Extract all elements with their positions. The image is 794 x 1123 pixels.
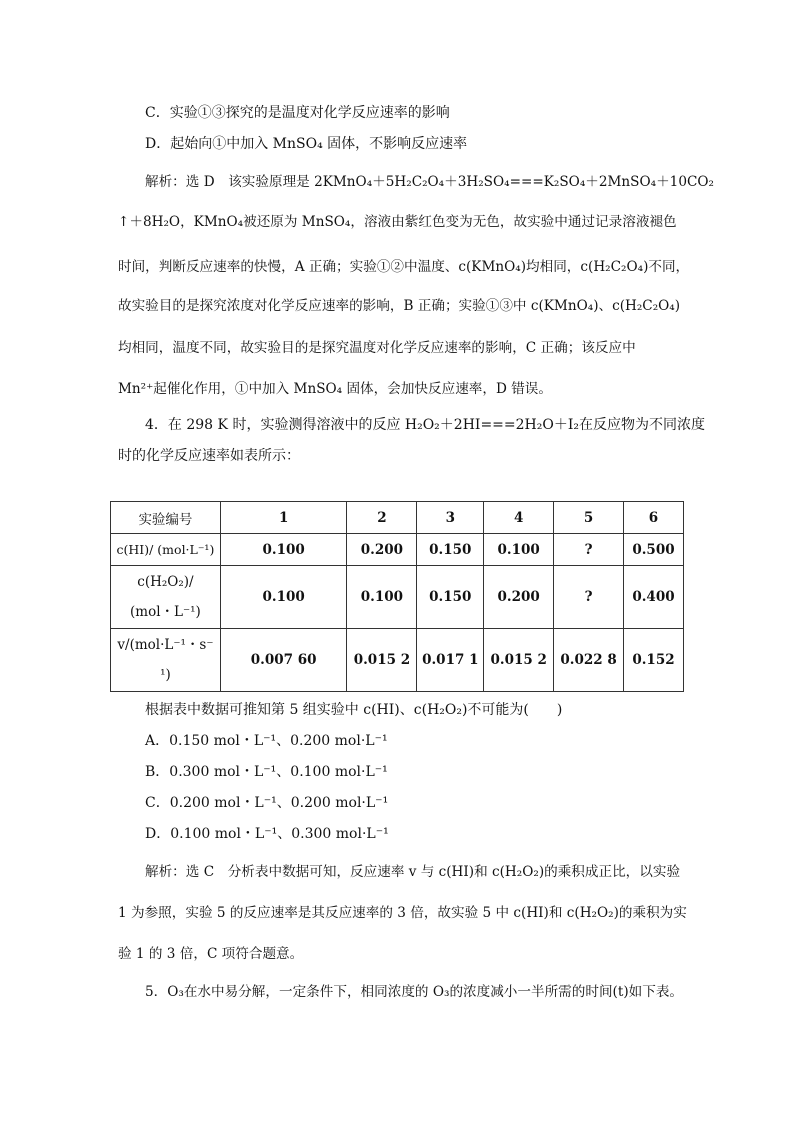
- table-col-header: 5: [554, 502, 624, 534]
- table-cell: 0.100: [484, 534, 554, 566]
- explanation-line-1: 解析：选 D 该实验原理是 2KMnO₄＋5H₂C₂O₄＋3H₂SO₄===K₂SO₄＋2MnSO₄＋10CO₂: [145, 174, 714, 190]
- table-row-hi: [111, 534, 684, 566]
- table-cell: 0.015 2: [347, 629, 417, 692]
- option-d: D．起始向①中加入 MnSO₄ 固体，不影响反应速率: [145, 136, 468, 152]
- row-label-rate: [111, 629, 221, 692]
- row-label-hi: c(HI)/ (mol·L⁻¹): [111, 534, 221, 566]
- table-cell: 0.500: [623, 534, 683, 566]
- question-4-ask: 根据表中数据可推知第 5 组实验中 c(HI)、c(H₂O₂)不可能为( ): [145, 702, 563, 718]
- explanation-line-4: 故实验目的是探究浓度对化学反应速率的影响，B 正确；实验①③中 c(KMnO₄)、c(H₂C₂O₄): [118, 298, 681, 314]
- table-col-header: 1: [220, 502, 347, 534]
- table-col-header: 6: [623, 502, 683, 534]
- table-col-header: 4: [484, 502, 554, 534]
- row-label-h2o2-bottom: (mol・L⁻¹): [130, 604, 201, 620]
- table-cell-unknown: ?: [554, 534, 624, 566]
- table-cell: 0.007 60: [220, 629, 347, 692]
- table-header-row: [111, 502, 684, 534]
- answer-line-2: 1 为参照，实验 5 的反应速率是其反应速率的 3 倍，故实验 5 中 c(HI)和 c(H₂O₂)的乘积为实: [118, 905, 687, 921]
- option-a: A．0.150 mol・L⁻¹、0.200 mol·L⁻¹: [145, 733, 388, 749]
- explanation-line-5: 均相同，温度不同，故实验目的是探究温度对化学反应速率的影响，C 正确；该反应中: [118, 340, 636, 356]
- row-label-rate-bottom: ¹): [160, 667, 171, 683]
- table-cell: 0.022 8: [554, 629, 624, 692]
- option-d-q4: D．0.100 mol・L⁻¹、0.300 mol·L⁻¹: [145, 826, 389, 842]
- question-5: 5．O₃在水中易分解，一定条件下，相同浓度的 O₃的浓度减小一半所需的时间(t)如下表。: [145, 984, 684, 1000]
- table-cell: 0.152: [623, 629, 683, 692]
- row-label-h2o2-top: c(H₂O₂)/: [137, 574, 194, 590]
- row-label-rate-top: v/(mol·L⁻¹・s⁻: [117, 637, 214, 653]
- explanation-line-3: 时间，判断反应速率的快慢，A 正确；实验①②中温度、c(KMnO₄)均相同，c(H₂C₂O₄)不同，: [118, 259, 690, 275]
- table-cell: 0.100: [220, 566, 347, 629]
- table-col-header: 3: [417, 502, 484, 534]
- table-col-header: 2: [347, 502, 417, 534]
- row-label-h2o2: [111, 566, 221, 629]
- table-cell: 0.200: [347, 534, 417, 566]
- table-row-rate: [111, 629, 684, 692]
- table-header-label: 实验编号: [111, 502, 221, 534]
- question-4-line-2: 时的化学反应速率如表所示：: [118, 448, 300, 464]
- table-cell: 0.015 2: [484, 629, 554, 692]
- table-cell-unknown: ?: [554, 566, 624, 629]
- explanation-line-2: ↑＋8H₂O，KMnO₄被还原为 MnSO₄，溶液由紫红色变为无色，故实验中通过记录溶液褪色: [118, 214, 677, 230]
- question-4-line-1: 4．在 298 K 时，实验测得溶液中的反应 H₂O₂＋2HI===2H₂O＋I₂在反应物为不同浓度: [145, 417, 705, 433]
- answer-line-1: 解析：选 C 分析表中数据可知，反应速率 v 与 c(HI)和 c(H₂O₂)的乘积成正比，以实验: [145, 864, 681, 880]
- table-cell: 0.150: [417, 566, 484, 629]
- explanation-line-6: Mn²⁺起催化作用，①中加入 MnSO₄ 固体，会加快反应速率，D 错误。: [118, 381, 552, 397]
- rate-table: [110, 501, 684, 692]
- table-cell: 0.150: [417, 534, 484, 566]
- table-row-h2o2: [111, 566, 684, 629]
- option-c-q4: C．0.200 mol・L⁻¹、0.200 mol·L⁻¹: [145, 795, 389, 811]
- answer-line-3: 验 1 的 3 倍，C 项符合题意。: [118, 946, 304, 962]
- table-cell: 0.400: [623, 566, 683, 629]
- table-cell: 0.200: [484, 566, 554, 629]
- option-c: C．实验①③探究的是温度对化学反应速率的影响: [145, 105, 450, 121]
- table-cell: 0.100: [220, 534, 347, 566]
- table-cell: 0.017 1: [417, 629, 484, 692]
- table-cell: 0.100: [347, 566, 417, 629]
- option-b: B．0.300 mol・L⁻¹、0.100 mol·L⁻¹: [145, 764, 388, 780]
